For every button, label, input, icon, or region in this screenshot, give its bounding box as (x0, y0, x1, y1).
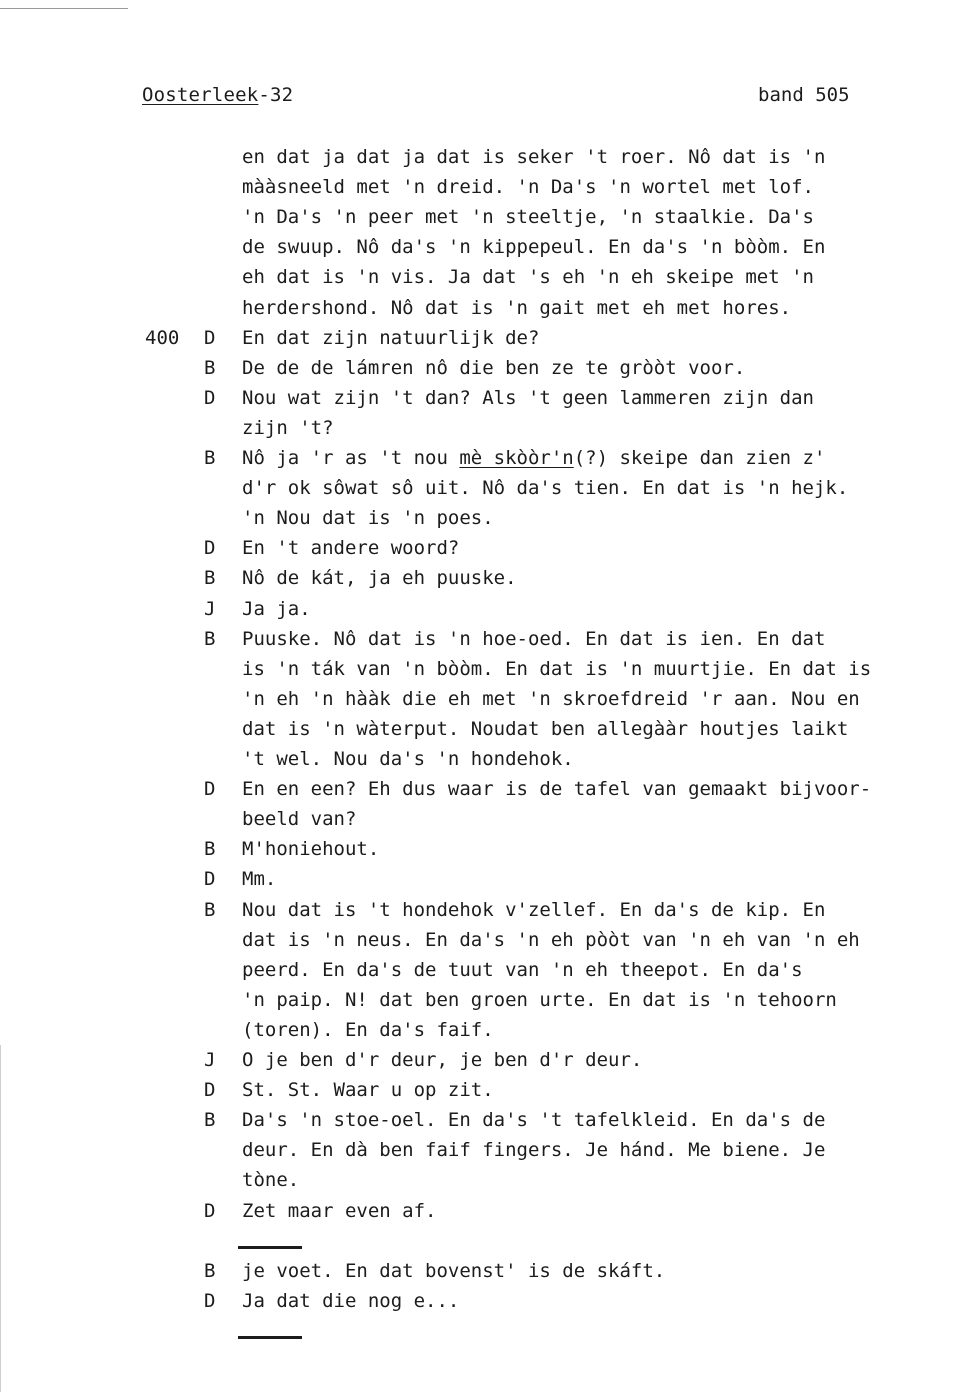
section-rule (238, 1336, 302, 1339)
transcript-line (0, 1200, 966, 1230)
transcript-line (0, 1109, 966, 1139)
transcript-line (0, 748, 966, 778)
transcript-line (0, 838, 966, 868)
speaker-label: J (204, 1049, 216, 1071)
transcript-line (0, 206, 966, 236)
utterance-text: 'n paip. N! dat ben groen urte. En dat is 'n tehoorn (242, 989, 837, 1011)
transcript-line (0, 1260, 966, 1290)
utterance-text: de swuup. Nô da's 'n kippepeul. En da's 'n bòòm. En (242, 236, 826, 258)
utterance-text: Nô de kát, ja eh puuske. (242, 567, 517, 589)
utterance-text-before: Nô ja 'r as 't nou (242, 447, 460, 469)
utterance-text: M'honiehout. (242, 838, 380, 860)
transcript-line (0, 1139, 966, 1169)
transcript-line (0, 718, 966, 748)
utterance-text: O je ben d'r deur, je ben d'r deur. (242, 1049, 643, 1071)
utterance-text: De de de lámren nô die ben ze te gròòt voor. (242, 357, 746, 379)
utterance-text: dat is 'n neus. En da's 'n eh pòòt van 'n eh van 'n eh (242, 929, 860, 951)
utterance-text: En en een? Eh dus waar is de tafel van gemaakt bijvoor- (242, 778, 872, 800)
utterance-text: zijn 't? (242, 417, 334, 439)
transcript-line (0, 447, 966, 477)
transcript-line (0, 899, 966, 929)
utterance-text: Nou wat zijn 't dan? Als 't geen lammeren zijn dan (242, 387, 814, 409)
utterance-text: Zet maar even af. (242, 1200, 437, 1222)
speaker-label: D (204, 1200, 216, 1222)
transcript-line (0, 176, 966, 206)
utterance-text (242, 447, 825, 469)
utterance-text: 'n Nou dat is 'n poes. (242, 507, 494, 529)
utterance-text: herdershond. Nô dat is 'n gait met eh met hores. (242, 297, 792, 319)
transcript-line (0, 1079, 966, 1109)
transcript-line (0, 808, 966, 838)
speaker-label: B (204, 838, 216, 860)
utterance-text: Da's 'n stoe-oel. En da's 't tafelkleid. En da's de (242, 1109, 826, 1131)
utterance-text: is 'n ták van 'n bòòm. En dat is 'n muurtjie. En dat is (242, 658, 872, 680)
page-header-title (142, 84, 293, 106)
speaker-label: D (204, 327, 216, 349)
utterance-text: deur. En dà ben faif fingers. Je hánd. Me biene. Je (242, 1139, 826, 1161)
speaker-label: B (204, 447, 216, 469)
header-page-number: -32 (258, 84, 294, 106)
speaker-label: B (204, 1260, 216, 1282)
transcript-line (0, 628, 966, 658)
transcript-line (0, 236, 966, 266)
utterance-text: Mm. (242, 868, 277, 890)
transcript-line (0, 387, 966, 417)
transcript-line (0, 658, 966, 688)
utterance-text: 'n eh 'n hààk die eh met 'n skroefdreid 'r aan. Nou en (242, 688, 860, 710)
transcript-line (0, 778, 966, 808)
speaker-label: B (204, 628, 216, 650)
transcript-line (0, 327, 966, 357)
utterance-text: Puuske. Nô dat is 'n hoe-oed. En dat is ien. En dat (242, 628, 826, 650)
uncertain-word: mè skòòr'n (459, 447, 574, 469)
utterance-text: En dat zijn natuurlijk de? (242, 327, 540, 349)
speaker-label: B (204, 899, 216, 921)
header-place-name: Oosterleek (142, 84, 259, 106)
utterance-text: En 't andere woord? (242, 537, 460, 559)
page-header-band: band 505 (758, 84, 850, 106)
utterance-text: 'n Da's 'n peer met 'n steeltje, 'n staalkie. Da's (242, 206, 814, 228)
utterance-text: 't wel. Nou da's 'n hondehok. (242, 748, 574, 770)
speaker-label: D (204, 778, 216, 800)
section-rule (238, 1246, 302, 1249)
utterance-text: dat is 'n wàterput. Noudat ben allegààr houtjes laikt (242, 718, 849, 740)
utterance-text: beeld van? (242, 808, 357, 830)
utterance-text: Nou dat is 't hondehok v'zellef. En da's de kip. En (242, 899, 826, 921)
scan-edge-line (0, 8, 128, 9)
speaker-label: J (204, 598, 216, 620)
speaker-label: D (204, 868, 216, 890)
speaker-label: B (204, 1109, 216, 1131)
speaker-label: D (204, 1290, 216, 1312)
transcript-line (0, 146, 966, 176)
utterance-text: eh dat is 'n vis. Ja dat 's eh 'n eh skeipe met 'n (242, 266, 814, 288)
transcript-line (0, 266, 966, 296)
speaker-label: B (204, 567, 216, 589)
transcript-line (0, 357, 966, 387)
transcript-line (0, 929, 966, 959)
transcript-line (0, 1290, 966, 1320)
speaker-label: B (204, 357, 216, 379)
speaker-label: D (204, 537, 216, 559)
transcript-line (0, 537, 966, 567)
utterance-text: peerd. En da's de tuut van 'n eh theepot. En da's (242, 959, 803, 981)
utterance-text: d'r ok sôwat sô uit. Nô da's tien. En dat is 'n hejk. (242, 477, 849, 499)
line-number: 400 (145, 327, 180, 349)
utterance-text: St. St. Waar u op zit. (242, 1079, 494, 1101)
utterance-text-after: (?) skeipe dan zien z' (573, 447, 826, 469)
transcript-line (0, 507, 966, 537)
transcript-line (0, 1019, 966, 1049)
transcript-line (0, 1049, 966, 1079)
transcript-line (0, 567, 966, 597)
utterance-text: je voet. En dat bovenst' is de skáft. (242, 1260, 666, 1282)
transcript-line (0, 868, 966, 898)
transcript-line (0, 417, 966, 447)
transcript-line (0, 688, 966, 718)
transcript-line (0, 959, 966, 989)
utterance-text: mààsneeld met 'n dreid. 'n Da's 'n wortel met lof. (242, 176, 814, 198)
speaker-label: D (204, 387, 216, 409)
transcript-line (0, 989, 966, 1019)
transcript-line (0, 1169, 966, 1199)
utterance-text: Ja ja. (242, 598, 311, 620)
utterance-text: tòne. (242, 1169, 300, 1191)
transcript-line (0, 477, 966, 507)
utterance-text: (toren). En da's faif. (242, 1019, 494, 1041)
utterance-text: Ja dat die nog e... (242, 1290, 460, 1312)
speaker-label: D (204, 1079, 216, 1101)
utterance-text: en dat ja dat ja dat is seker 't roer. Nô dat is 'n (242, 146, 826, 168)
transcript-line (0, 598, 966, 628)
transcript-line (0, 297, 966, 327)
